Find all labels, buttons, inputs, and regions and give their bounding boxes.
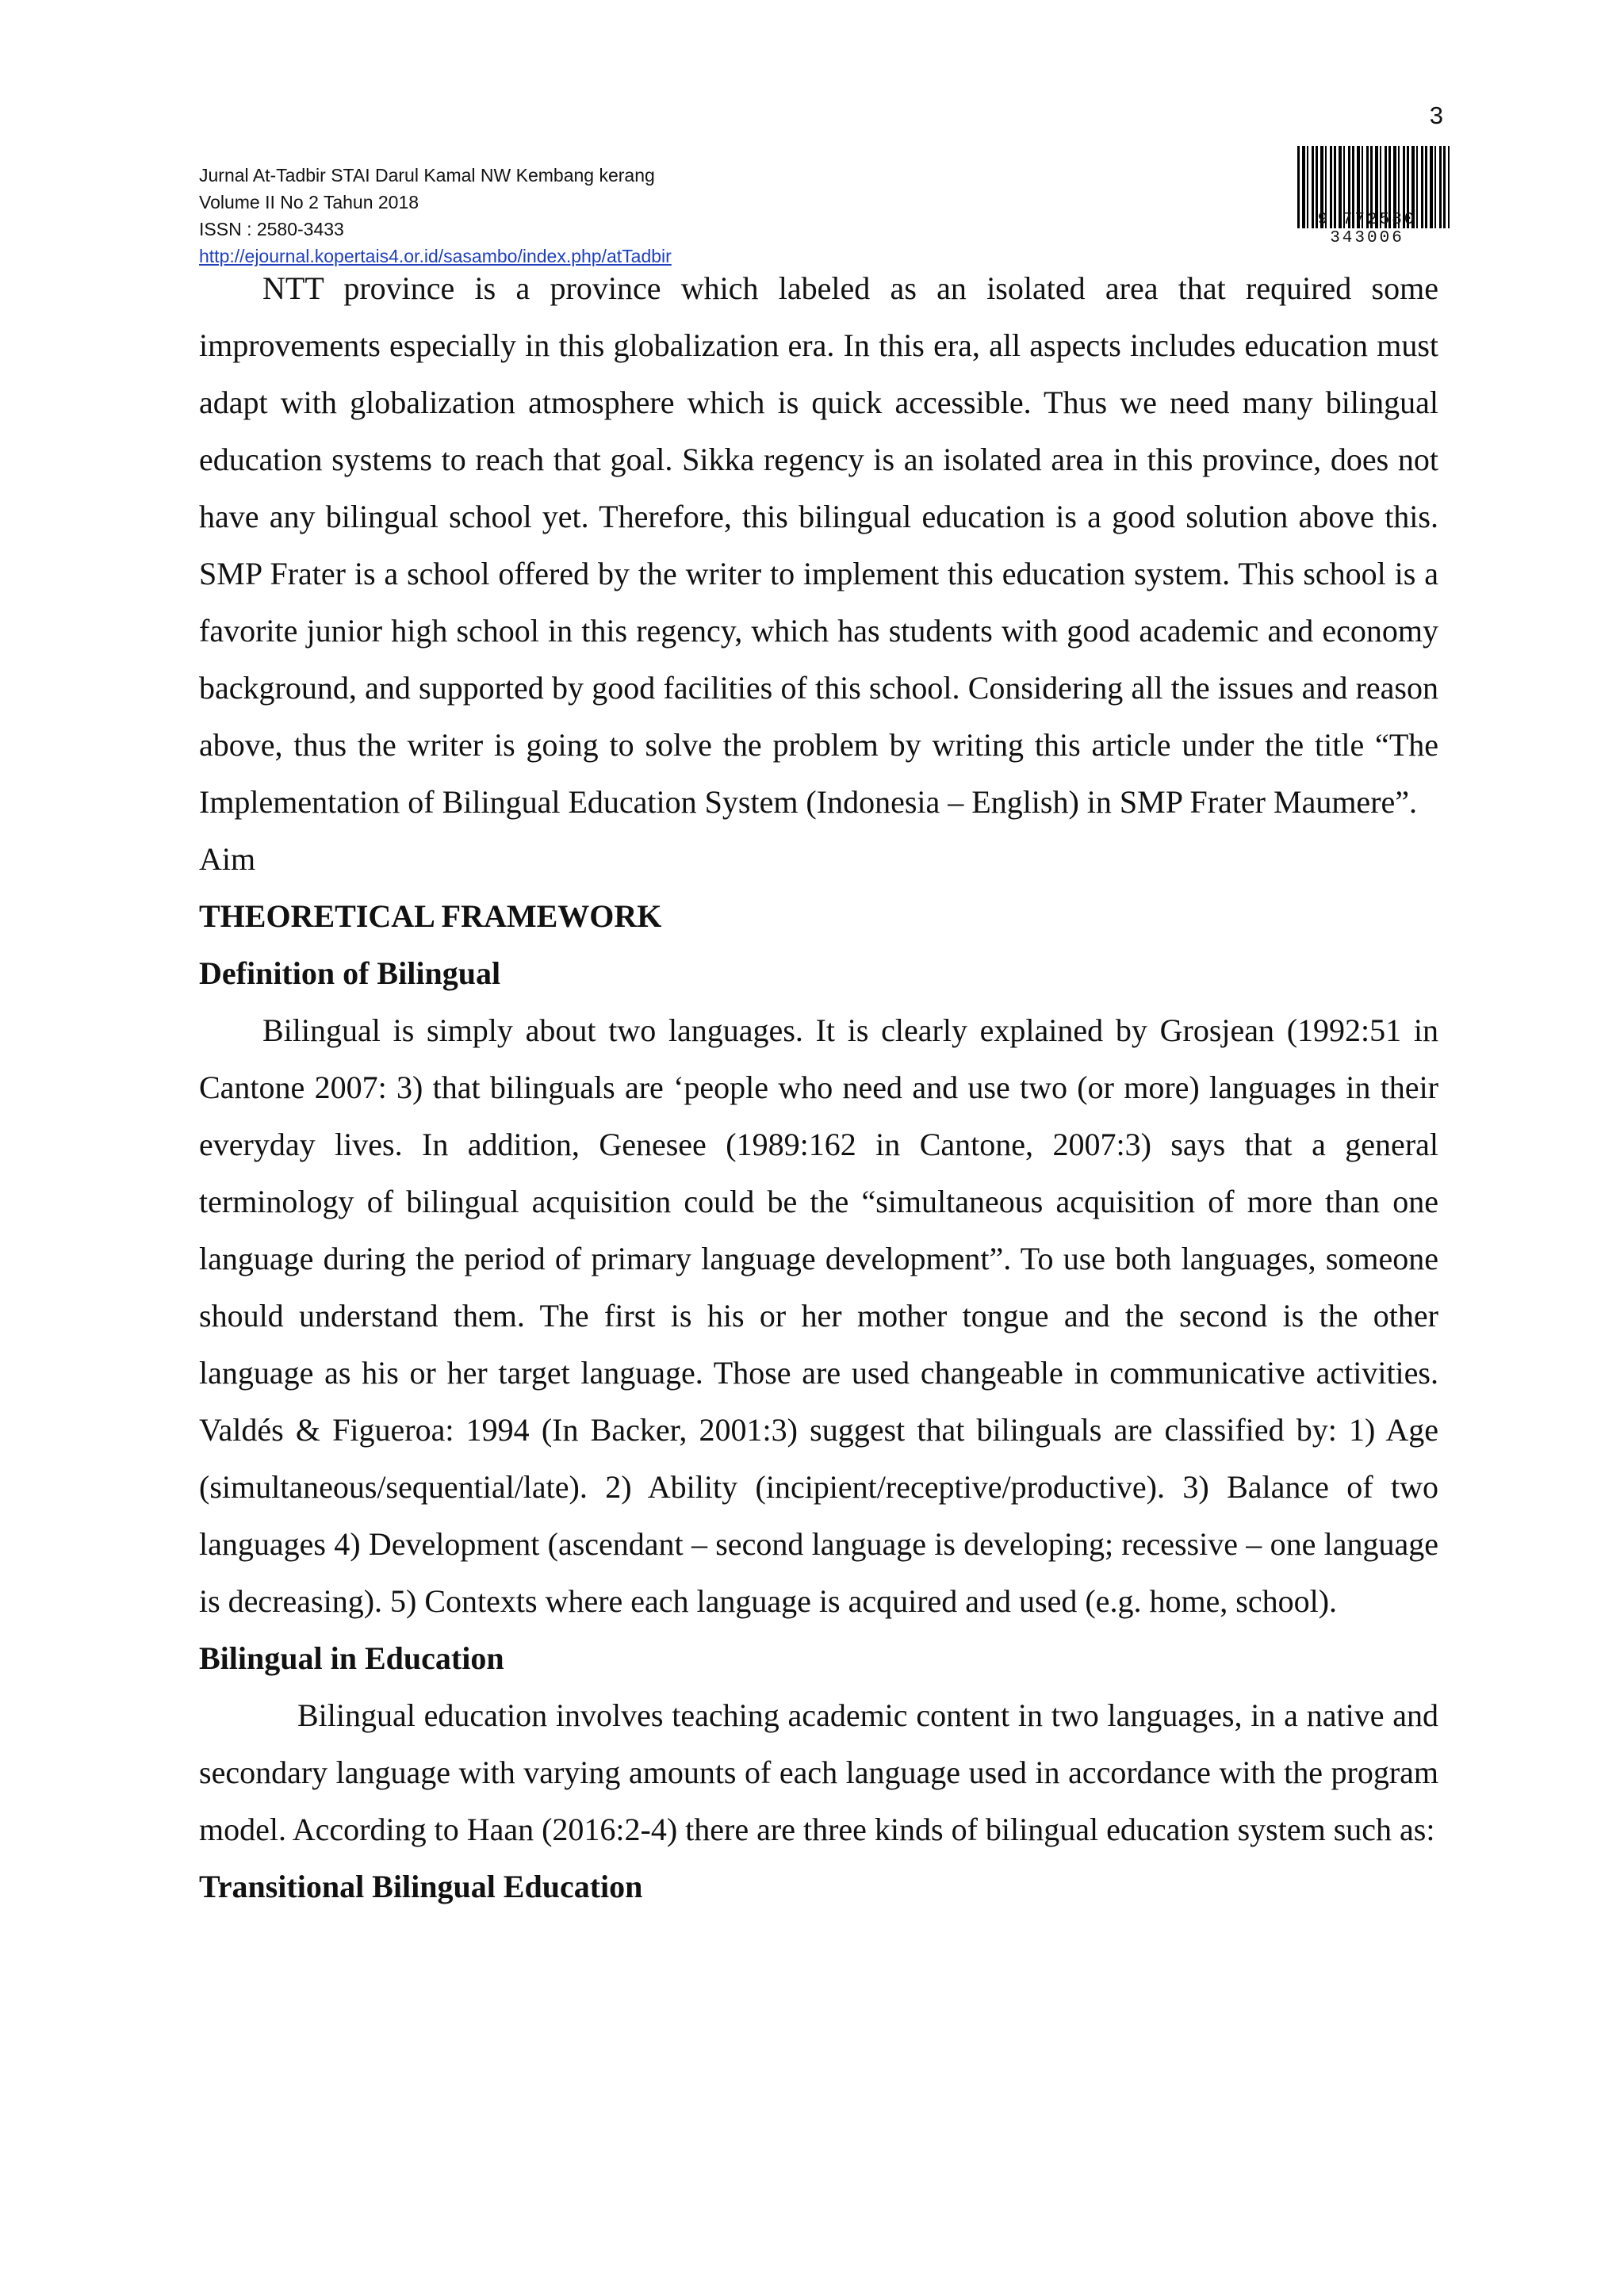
heading-definition-of-bilingual: Definition of Bilingual [199,955,501,991]
aim-label: Aim [199,841,256,877]
section-title: THEORETICAL FRAMEWORK [199,898,662,934]
journal-volume: Volume II No 2 Tahun 2018 [199,192,419,212]
paragraph-intro: NTT province is a province which labeled as an isolated area that required some improvements especially in this globalization era. In this era, all aspects includes education must adapt with globalization atmosphere which is quick accessible. Thus we need many bilingual education systems to reach that goal. Sikka regency is an isolated area in this province, does not have any bilingual school yet. Therefore, this bilingual education is a good solution above this. SMP Frater is a school offered by the writer to implement this education system. This school is a favorite junior high school in this regency, which has students with good academic and economy background, and supported by good facilities of this school. Considering all the issues and reason above, thus the writer is going to solve the problem by writing this article under the title “The Implementation of Bilingual Education System (Indonesia – English) in SMP Frater Maumere”. [199,270,1438,820]
heading-transitional-bilingual-education: Transitional Bilingual Education [199,1869,643,1904]
paragraph-definition: Bilingual is simply about two languages. It is clearly explained by Grosjean (1992:51 in Cantone 2007: 3) that bilinguals are ‘people who need and use two (or more) languages in their everyday lives. In addition, Genesee (1989:162 in Cantone, 2007:3) says that a general terminology of bilingual acquisition could be the “simultaneous acquisition of more than one language during the period of primary language development”. To use both languages, someone should understand them. The first is his or her mother tongue and the second is the other language as his or her target language. Those are used changeable in communicative activities. Valdés & Figueroa: 1994 (In Backer, 2001:3) suggest that bilinguals are classified by: 1) Age (simultaneous/sequential/late). 2) Ability (incipient/receptive/productive). 3) Balance of two languages 4) Development (ascendant – second language is developing; recessive – one language is decreasing). 5) Contexts where each language is acquired and used (e.g. home, school). [199,1012,1438,1619]
paragraph-bilingual-education: Bilingual education involves teaching academic content in two languages, in a native and secondary language with varying amounts of each language used in accordance with the program model. According to Haan (2016:2-4) there are three kinds of bilingual education system such as: [199,1697,1438,1847]
journal-url-link[interactable]: http://ejournal.kopertais4.or.id/sasambo/index.php/atTadbir [199,246,672,266]
page-number: 3 [1429,101,1443,129]
journal-header [199,162,672,270]
journal-name: Jurnal At-Tadbir STAI Darul Kamal NW Kembang kerang [199,165,655,186]
barcode-digits: 9 772580 343006 [1317,211,1417,247]
heading-bilingual-in-education: Bilingual in Education [199,1640,504,1676]
journal-issn: ISSN : 2580-3433 [199,219,344,239]
issn-barcode [1285,146,1450,247]
article-body [199,260,1438,1915]
